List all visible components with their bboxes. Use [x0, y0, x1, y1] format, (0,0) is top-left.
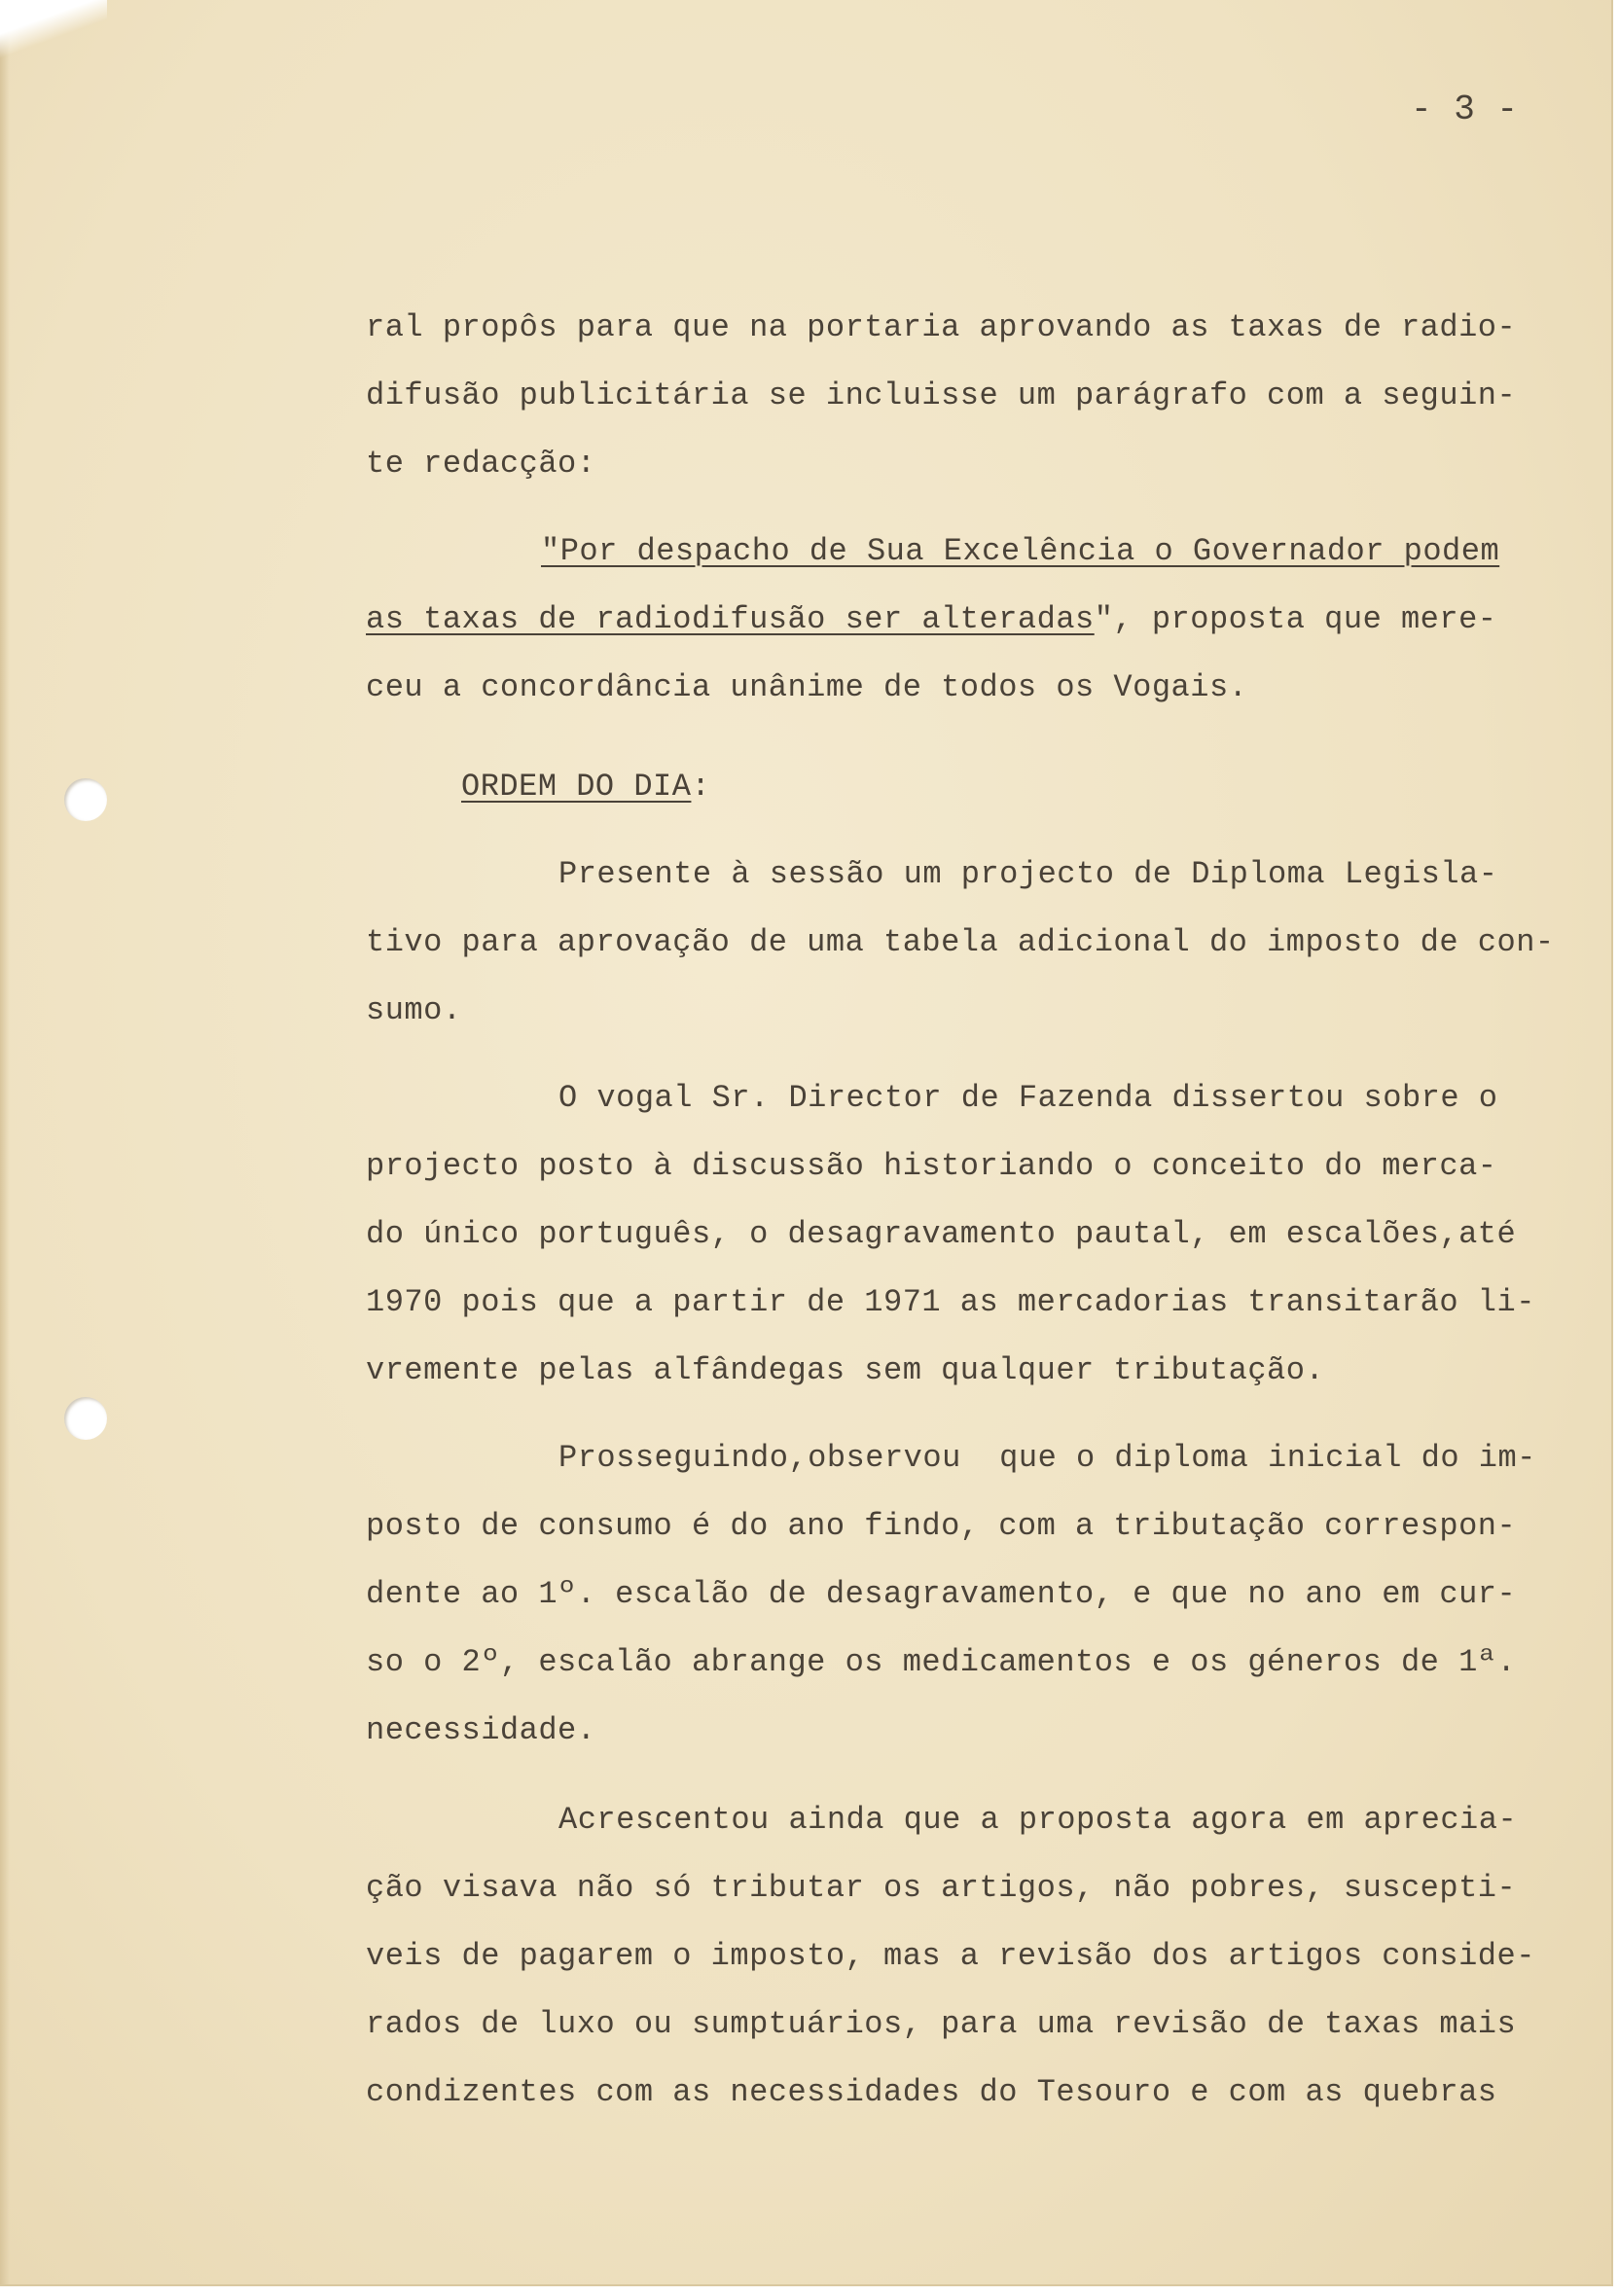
punch-hole-top: [64, 778, 107, 821]
paragraph-5-line-4: rados de luxo ou sumptuários, para uma revisão de taxas mais: [366, 2006, 1517, 2042]
paragraph-5-line-3: veis de pagarem o imposto, mas a revisão dos artigos conside-: [366, 1938, 1535, 1974]
paragraph-5-line-5: condizentes com as necessidades do Tesouro e com as quebras: [366, 2074, 1497, 2110]
paragraph-2-line-1: Presente à sessão um projecto de Diploma Legisla-: [558, 856, 1498, 892]
paragraph-5-line-2: ção visava não só tributar os artigos, não pobres, suscepti-: [366, 1870, 1517, 1906]
paragraph-3-line-1: O vogal Sr. Director de Fazenda dissertou sobre o: [558, 1080, 1498, 1116]
page-left-edge: [0, 0, 10, 2284]
paragraph-2-line-3: sumo.: [366, 992, 462, 1028]
paragraph-4-line-5: necessidade.: [366, 1712, 596, 1748]
paragraph-2-line-2: tivo para aprovação de uma tabela adicional do imposto de con-: [366, 924, 1555, 960]
quote-line-3: ceu a concordância unânime de todos os Vogais.: [366, 669, 1248, 705]
paragraph-3-line-3: do único português, o desagravamento pautal, em escalões,até: [366, 1216, 1517, 1252]
agenda-heading-label: ORDEM DO DIA: [461, 769, 692, 805]
quote-line-2: [366, 601, 1496, 637]
paragraph-1-line-3: te redacção:: [366, 446, 596, 482]
paragraph-3-line-4: 1970 pois que a partir de 1971 as mercadorias transitarão li-: [366, 1284, 1535, 1320]
paragraph-4-line-4: so o 2º, escalão abrange os medicamentos e os géneros de 1ª.: [366, 1644, 1517, 1680]
paragraph-5-line-1: Acrescentou ainda que a proposta agora em aprecia-: [558, 1802, 1518, 1838]
paragraph-3-line-2: projecto posto à discussão historiando o conceito do merca-: [366, 1148, 1497, 1184]
paragraph-4-line-3: dente ao 1º. escalão de desagravamento, e que no ano em cur-: [366, 1576, 1517, 1612]
torn-corner: [0, 0, 107, 58]
quote-line-1: [541, 533, 1499, 569]
paragraph-4-line-2: posto de consumo é do ano findo, com a tributação correspon-: [366, 1508, 1517, 1544]
quote-text-2: as taxas de radiodifusão ser alteradas: [366, 601, 1095, 637]
paragraph-1-line-1: ral propôs para que na portaria aprovando as taxas de radio-: [366, 309, 1517, 345]
paragraph-1-line-2: difusão publicitária se incluisse um parágrafo com a seguin-: [366, 377, 1517, 413]
paragraph-4-line-1: Prosseguindo,observou que o diploma inicial do im-: [558, 1440, 1536, 1476]
paragraph-3-line-5: vremente pelas alfândegas sem qualquer tributação.: [366, 1352, 1325, 1388]
agenda-heading-colon: :: [691, 769, 711, 805]
page-number: - 3 -: [1411, 90, 1519, 129]
agenda-heading: [461, 769, 710, 805]
punch-hole-bottom: [64, 1397, 107, 1440]
quote-line-2-rest: ", proposta que mere-: [1094, 601, 1497, 637]
quote-text-1: "Por despacho de Sua Excelência o Governador podem: [541, 533, 1500, 569]
